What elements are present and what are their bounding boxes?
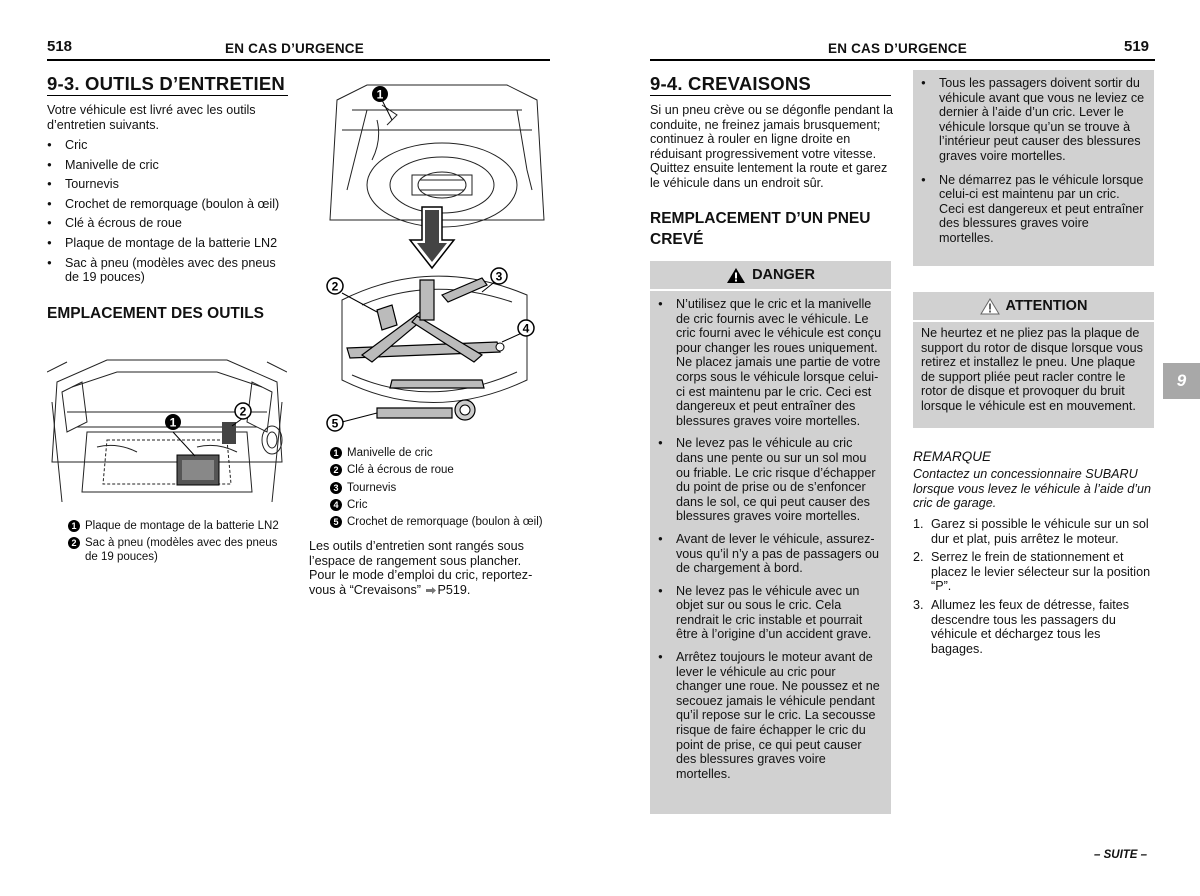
- list-item: ● Manivelle de cric: [47, 158, 292, 173]
- list-item: ● Ne levez pas le véhicule avec un objet sur ou sous le cric. Cela rendrait le cric instable et pourrait être à l’origine d’un accident grave.: [658, 584, 883, 642]
- caption-number: 1: [68, 520, 80, 532]
- tools-intro: Votre véhicule est livré avec les outils d’entretien suivants.: [47, 103, 256, 132]
- tools-callout-4: [518, 320, 534, 336]
- list-item: ● Arrêtez toujours le moteur avant de lever le véhicule au cric pour changer une roue. Ne poussez et ne secouez jamais le véhicule pendant qu’il repose sur le cric. La secousse risque de faire échapper le cric du point de prise, ce qui peut causer des blessures graves voire mortelles.: [658, 650, 883, 781]
- tools-callout-5: [327, 415, 343, 431]
- caption-item: [330, 481, 555, 495]
- section-title-flat-tire: 9-4. CREVAISONS: [650, 73, 811, 94]
- right-page-number: 519: [1124, 38, 1150, 55]
- callout-number: 3: [495, 269, 503, 284]
- tools-callout-1: [372, 86, 388, 102]
- subsection-title-replace: REMPLACEMENT D’UN PNEU CREVÉ: [650, 210, 871, 248]
- list-item: ● Ne levez pas le véhicule au cric dans une pente ou sur un sol mou ou friable. Le cric risque d’échapper du point de prise ou de s’enfoncer dans le sol, ce qui peut causer des blessures graves voire mortelles.: [658, 436, 883, 524]
- callout-number: 4: [522, 321, 530, 336]
- right-running-header: EN CAS D’URGENCE: [828, 41, 967, 56]
- caption-text: Crochet de remorquage (boulon à œil): [347, 516, 543, 529]
- step-text: Serrez le frein de stationnement et placez le levier sélecteur sur la position “P”.: [931, 550, 1151, 594]
- caption-text: Plaque de montage de la batterie LN2: [85, 520, 279, 532]
- section-title-rule: [47, 95, 288, 96]
- caption-number: 3: [330, 482, 342, 494]
- step-text: Allumez les feux de détresse, faites descendre tous les passagers du véhicule et déchargez tous les bagages.: [931, 597, 1130, 656]
- caption-number: 5: [330, 516, 342, 528]
- trunk-illustration: [47, 352, 287, 510]
- caption-item: [68, 519, 293, 533]
- list-item: [913, 598, 1155, 656]
- page-reference-link[interactable]: P519.: [437, 582, 471, 597]
- danger-header: [650, 261, 891, 291]
- caption-number: 4: [330, 499, 342, 511]
- caption-text: Sac à pneu (modèles avec des pneus de 19 pouces): [85, 537, 278, 564]
- remarque-title: REMARQUE: [913, 449, 992, 464]
- list-item: ● Cric: [47, 138, 292, 153]
- list-item: ● Sac à pneu (modèles avec des pneus de 19 pouces): [47, 256, 292, 285]
- storage-text: [309, 539, 549, 597]
- right-header-rule: [650, 59, 1155, 61]
- caption-item: [330, 446, 555, 460]
- step-number: 3.: [913, 597, 924, 612]
- caption-number: 1: [330, 447, 342, 459]
- list-item: ● Crochet de remorquage (boulon à œil): [47, 197, 292, 212]
- caption-number: 2: [68, 537, 80, 549]
- caption-item: [330, 498, 555, 512]
- section-title-tools: 9-3. OUTILS D’ENTRETIEN: [47, 73, 285, 94]
- flat-tire-intro: Si un pneu crève ou se dégonfle pendant la conduite, ne freinez jamais brusquement; continuez à rouler en ligne droite en réduisant progressivement votre vitesse. Quittez ensuite lentement la route et garez le véhicule dans un endroit sûr.: [650, 103, 893, 190]
- trunk-callout-2: [235, 403, 251, 419]
- subsection-title-location: EMPLACEMENT DES OUTILS: [47, 305, 265, 322]
- danger-continued-box: [913, 70, 1154, 266]
- section-title-rule: [650, 95, 891, 96]
- left-running-header: EN CAS D’URGENCE: [225, 41, 364, 56]
- tools-illustration: [322, 80, 548, 436]
- warning-triangle-icon: [726, 267, 746, 284]
- callout-number: 1: [376, 87, 384, 102]
- step-number: 2.: [913, 550, 924, 565]
- storage-text-main: Les outils d’entretien sont rangés sous l’espace de rangement sous plancher. Pour le mode d’emploi du cric, reportez-vous à “Crevaisons”: [309, 539, 533, 597]
- list-item: ● Tous les passagers doivent sortir du véhicule avant que vous ne leviez ce dernier à l’aide d’un cric. Lever le véhicule lorsque qu’un se trouve à l’intérieur peut causer des blessures graves voire mortelles.: [921, 76, 1146, 164]
- caption-item: [330, 463, 555, 477]
- tools-callout-3: [491, 268, 507, 284]
- tools-callout-2: [327, 278, 343, 294]
- attention-box: [913, 292, 1154, 428]
- danger-box: [650, 261, 891, 814]
- list-item: ● Avant de lever le véhicule, assurez-vous qu’il n’y a pas de passagers ou de chargement à bord.: [658, 532, 883, 576]
- list-item: ● N’utilisez que le cric et la manivelle de cric fournis avec le véhicule. Le cric fourni avec le véhicule est conçu pour changer les roues uniquement. Ne placez jamais une partie de votre corps sous le véhicule lorsque celui-ci est maintenu par le cric. Ceci est dangereux et peut entraîner des blessures graves voire mortelles.: [658, 297, 883, 428]
- danger-title: DANGER: [752, 267, 815, 283]
- callout-number: 2: [331, 279, 339, 294]
- step-number: 1.: [913, 517, 924, 531]
- danger-list: [658, 297, 883, 781]
- left-header-rule: [47, 59, 550, 61]
- list-item: ● Clé à écrous de roue: [47, 216, 292, 231]
- attention-header: [913, 292, 1154, 322]
- callout-number: 5: [331, 416, 339, 431]
- tools-list: [47, 138, 292, 290]
- attention-title: ATTENTION: [1005, 298, 1088, 314]
- callout-number: 2: [239, 404, 247, 419]
- tools-captions: [330, 446, 555, 532]
- trunk-captions: [68, 519, 293, 568]
- hand-pointer-icon: [426, 586, 437, 595]
- chapter-tab[interactable]: 9: [1163, 363, 1200, 399]
- caption-text: Cric: [347, 498, 368, 511]
- step-text: Garez si possible le véhicule sur un sol dur et plat, puis arrêtez le moteur.: [931, 517, 1149, 546]
- continued-label: – SUITE –: [1094, 849, 1148, 861]
- steps-list: [913, 517, 1155, 660]
- callout-number: 1: [169, 415, 177, 430]
- danger-continued-list: [921, 76, 1146, 246]
- caption-item: [330, 515, 555, 529]
- caption-text: Clé à écrous de roue: [347, 464, 454, 477]
- list-item: [913, 517, 1155, 546]
- list-item: ● Ne démarrez pas le véhicule lorsque celui-ci est maintenu par un cric. Ceci est dangereux et peut entraîner des blessures graves voire mortelles.: [921, 173, 1146, 246]
- list-item: [913, 550, 1155, 594]
- caption-number: 2: [330, 464, 342, 476]
- remarque-text: Contactez un concessionnaire SUBARU lorsque vous levez le véhicule à l’aide d’un cric de garage.: [913, 467, 1152, 511]
- warning-triangle-icon: [980, 298, 1000, 315]
- caption-item: [68, 536, 293, 564]
- caption-text: Manivelle de cric: [347, 447, 433, 459]
- list-item: ● Tournevis: [47, 177, 292, 192]
- trunk-callout-1: [165, 414, 181, 430]
- caption-text: Tournevis: [347, 481, 397, 494]
- list-item: ● Plaque de montage de la batterie LN2: [47, 236, 292, 251]
- left-page-number: 518: [47, 38, 73, 55]
- attention-text: Ne heurtez et ne pliez pas la plaque de support du rotor de disque lorsque vous retirez et installez le pneu. Une plaque de support pliée peut racler contre le rotor de disque et provoquer du bruit lorsque le véhicule est en mouvement.: [921, 326, 1143, 413]
